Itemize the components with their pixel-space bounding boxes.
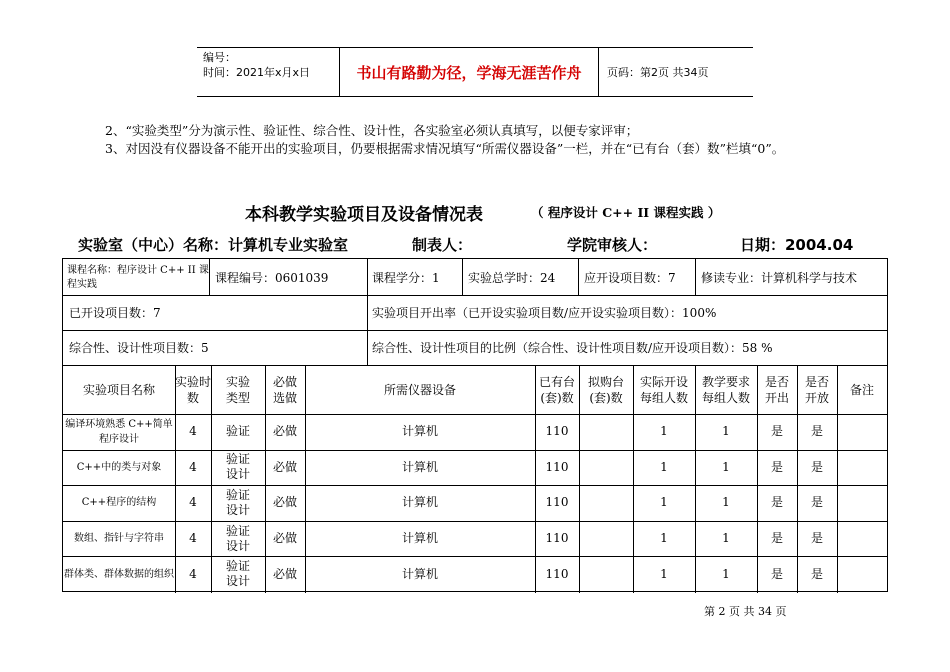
maker-label: 制表人： [412,236,473,254]
open-rate: 实验项目开出率（已开设实验项目数/应开设实验项目数）：100% [372,306,717,320]
cell-opened: 是 [770,566,783,581]
cell-note [837,556,887,592]
major: 修读专业：计算机科学与技术 [701,270,858,285]
cell-note [837,485,887,521]
col-opened: 是否开出 [764,374,789,405]
doc-title: 本科教学实验项目及设备情况表 [245,205,483,225]
cell-actual: 1 [660,424,668,439]
cell-name: 群体类、群体数据的组织 [64,568,174,580]
cell-have: 110 [545,531,569,546]
cell-equip: 计算机 [401,459,438,474]
cell-open: 是 [810,531,823,546]
time-label: 时间：2021年x月x日 [203,66,311,79]
cell-hours: 4 [189,424,197,439]
cell-actual: 1 [660,566,668,581]
cell-name: 编译环境熟悉 C++简单程序设计 [65,418,173,445]
cell-opened: 是 [770,495,783,510]
experiment-table [62,258,888,592]
total-hours: 实验总学时：24 [468,270,556,285]
cell-req: 必做 [272,424,297,439]
page-header [197,47,753,97]
cell-open: 是 [810,459,823,474]
cell-equip: 计算机 [401,495,438,510]
cell-opened: 是 [770,531,783,546]
cell-buy [579,556,633,592]
cell-type: 验证设计 [225,559,250,589]
col-actual: 实际开设每组人数 [639,374,688,405]
cell-hours: 4 [189,531,197,546]
col-open: 是否开放 [804,374,829,405]
cell-type: 验证 [225,424,250,439]
credits: 课程学分：1 [372,270,440,285]
motto: 书山有路勤为径，学海无涯苦作舟 [339,48,599,96]
cell-have: 110 [545,424,569,439]
cell-equip: 计算机 [401,424,438,439]
cell-buy [579,450,633,486]
number-label: 编号： [203,51,236,64]
cell-type: 验证设计 [225,452,250,482]
cell-required: 1 [722,459,730,474]
cell-name: C++中的类与对象 [76,461,162,473]
cell-buy [579,485,633,521]
page-footer: 第 2 页 共 34 页 [704,605,787,618]
cell-note [837,521,887,557]
cell-name: 数组、指针与字符串 [74,533,164,545]
cell-required: 1 [722,495,730,510]
col-note: 备注 [849,382,874,397]
cell-type: 验证设计 [225,523,250,553]
cell-equip: 计算机 [401,566,438,581]
design-items: 综合性、设计性项目数：5 [69,341,209,355]
cell-actual: 1 [660,495,668,510]
cell-opened: 是 [770,459,783,474]
cell-actual: 1 [660,459,668,474]
cell-actual: 1 [660,531,668,546]
note-3: 3、对因没有仪器设备不能开出的实验项目，仍要根据需求情况填写“所需仪器设备”一栏，并在“已有台（套）数”栏填“0”。 [105,141,785,156]
cell-note [837,414,887,450]
cell-hours: 4 [189,566,197,581]
course-name: 课程名称：程序设计 C++ II 课程实践 [67,265,209,290]
cell-hours: 4 [189,459,197,474]
cell-opened: 是 [770,424,783,439]
note-2: 2、“实验类型”分为演示性、验证性、综合性、设计性，各实验室必须认真填写，以便专家评审； [105,123,639,138]
planned-items: 应开设项目数：7 [584,270,676,285]
col-name: 实验项目名称 [82,382,155,397]
cell-name: C++程序的结构 [81,497,157,509]
page-label: 页码：第2页 共34页 [607,66,709,79]
cell-buy [579,521,633,557]
col-equipment: 所需仪器设备 [383,382,456,397]
cell-open: 是 [810,424,823,439]
cell-req: 必做 [272,459,297,474]
cell-required: 1 [722,424,730,439]
cell-equip: 计算机 [401,531,438,546]
cell-req: 必做 [272,566,297,581]
date-label: 日期：2004.04 [740,236,854,254]
col-type: 实验类型 [225,374,250,405]
design-ratio: 综合性、设计性项目的比例（综合性、设计性项目数/应开设项目数）：58 % [372,341,773,355]
cell-have: 110 [545,495,569,510]
col-hours: 实验时数 [175,374,212,405]
course-code: 课程编号：0601039 [215,270,329,285]
cell-buy [579,414,633,450]
reviewer-label: 学院审核人： [567,236,658,254]
cell-req: 必做 [272,531,297,546]
col-have: 已有台(套)数 [538,374,575,405]
cell-note [837,450,887,486]
col-required-size: 教学要求每组人数 [701,374,750,405]
cell-have: 110 [545,566,569,581]
cell-type: 验证设计 [225,487,250,517]
cell-req: 必做 [272,495,297,510]
lab-name: 实验室（中心）名称：计算机专业实验室 [78,236,349,254]
cell-open: 是 [810,495,823,510]
cell-have: 110 [545,459,569,474]
col-buy: 拟购台(套)数 [587,374,624,405]
header-meta [203,50,310,80]
cell-required: 1 [722,531,730,546]
cell-hours: 4 [189,495,197,510]
col-required: 必做选做 [272,374,297,405]
cell-open: 是 [810,566,823,581]
opened-items: 已开设项目数：7 [69,306,161,320]
doc-subtitle: （ 程序设计 C++ II 课程实践 ） [531,205,721,220]
cell-required: 1 [722,566,730,581]
